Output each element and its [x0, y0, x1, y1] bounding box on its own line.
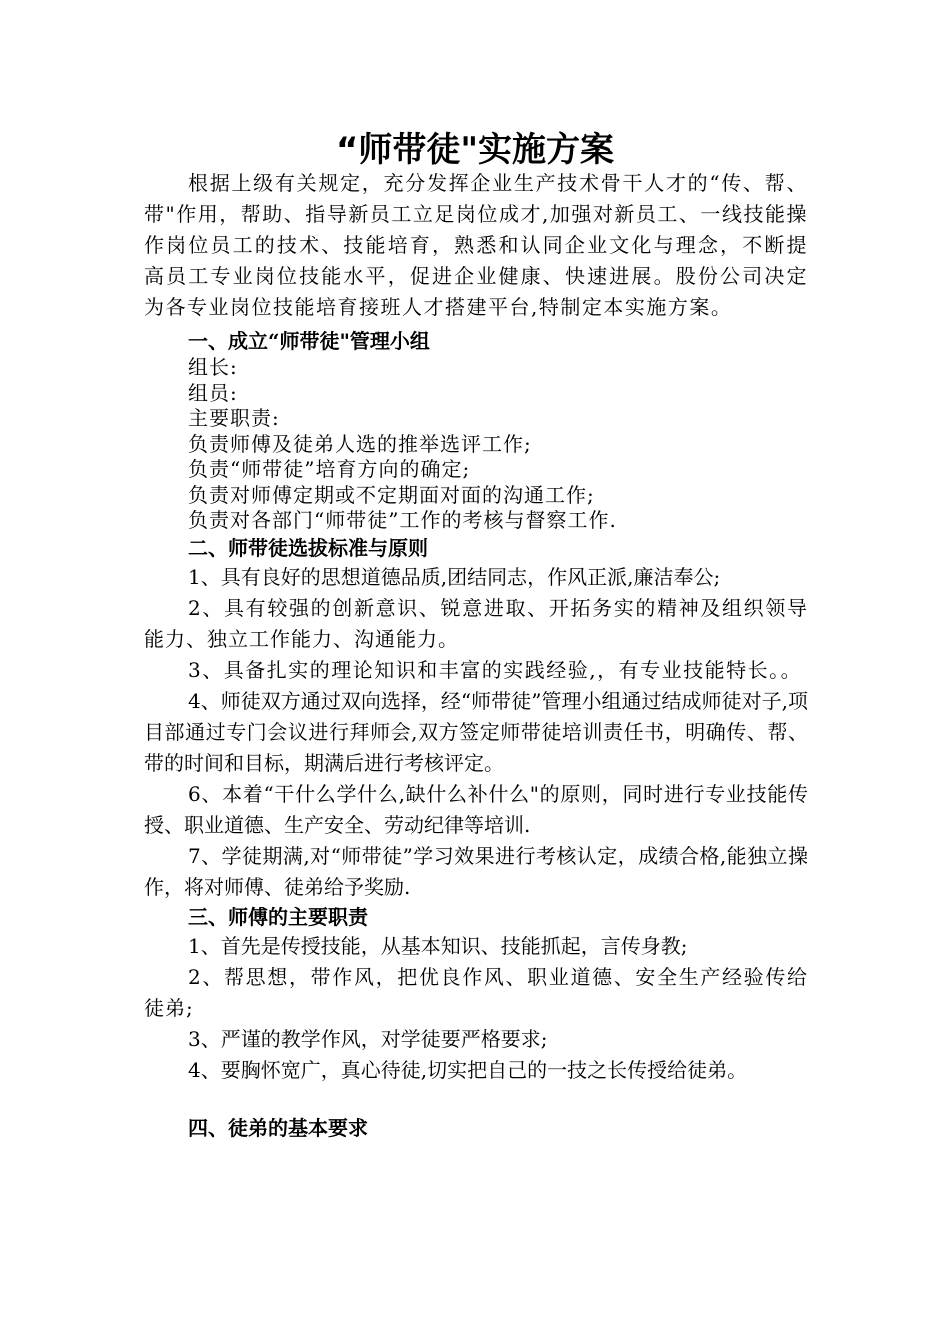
leader-line: 组长: [188, 355, 238, 379]
duty-item: 负责对各部门“师带徒”工作的考核与督察工作. [188, 508, 617, 532]
intro-paragraph: 根据上级有关规定，充分发挥企业生产技术骨干人才的“传、帮、带"作用，帮助、指导新员工立足岗位成才,加强对新员工、一线技能操作岗位员工的技术、技能培育，熟悉和认同企业文化与理念，不断提高员工专业岗位技能水平，促进企业健康、快速进展。股份公司决定为各专业岗位技能培育接班人才搭建平台,特制定本实施方案。 [144, 171, 808, 319]
mentor-duty-item: 2、帮思想，带作风，把优良作风、职业道德、安全生产经验传给徒弟; [144, 964, 808, 1020]
section-2-heading: 二、师带徒选拔标准与原则 [188, 535, 428, 560]
mentor-duty-item: 1、首先是传授技能，从基本知识、技能抓起，言传身教; [188, 933, 688, 958]
mentor-duty-item: 4、要胸怀宽广，真心待徒,切实把自己的一技之长传授给徒弟。 [188, 1057, 748, 1082]
criteria-item: 1、具有良好的思想道德品质,团结同志，作风正派,廉洁奉公; [188, 564, 721, 589]
section-4-heading: 四、徒弟的基本要求 [188, 1115, 368, 1140]
document-body [144, 168, 808, 1142]
duty-item: 负责师傅及徒弟人选的推举选评工作; [188, 431, 532, 456]
members-line: 组员: [188, 380, 238, 405]
section-3-heading: 三、师傅的主要职责 [188, 904, 368, 929]
duty-item: 负责对师傅定期或不定期面对面的沟通工作; [188, 482, 595, 507]
criteria-item: 6、本着“干什么学什么,缺什么补什么"的原则，同时进行专业技能传授、职业道德、生产安全、劳动纪律等培训. [144, 781, 808, 837]
mentor-duty-item: 3、严谨的教学作风，对学徒要严格要求; [188, 1026, 548, 1051]
criteria-item: 3、具备扎实的理论知识和丰富的实践经验,，有专业技能特长。。 [188, 657, 803, 682]
criteria-item: 7、学徒期满,对“师带徒”学习效果进行考核认定，成绩合格,能独立操作，将对师傅、徒弟给予奖励. [144, 843, 808, 899]
criteria-item: 2、具有较强的创新意识、锐意进取、开拓务实的精神及组织领导能力、独立工作能力、沟通能力。 [144, 595, 808, 651]
section-1-heading: 一、成立“师带徒"管理小组 [188, 329, 430, 353]
document-title: “师带徒"实施方案 [335, 130, 615, 170]
duties-label: 主要职责: [188, 406, 280, 430]
duty-item: 负责“师带徒”培育方向的确定; [188, 457, 471, 481]
spacer [144, 1086, 808, 1114]
criteria-item: 4、师徒双方通过双向选择，经“师带徒”管理小组通过结成师徒对子,项目部通过专门会议进行拜师会,双方签定师带徒培训责任书，明确传、帮、带的时间和目标，期满后进行考核评定。 [144, 688, 808, 775]
